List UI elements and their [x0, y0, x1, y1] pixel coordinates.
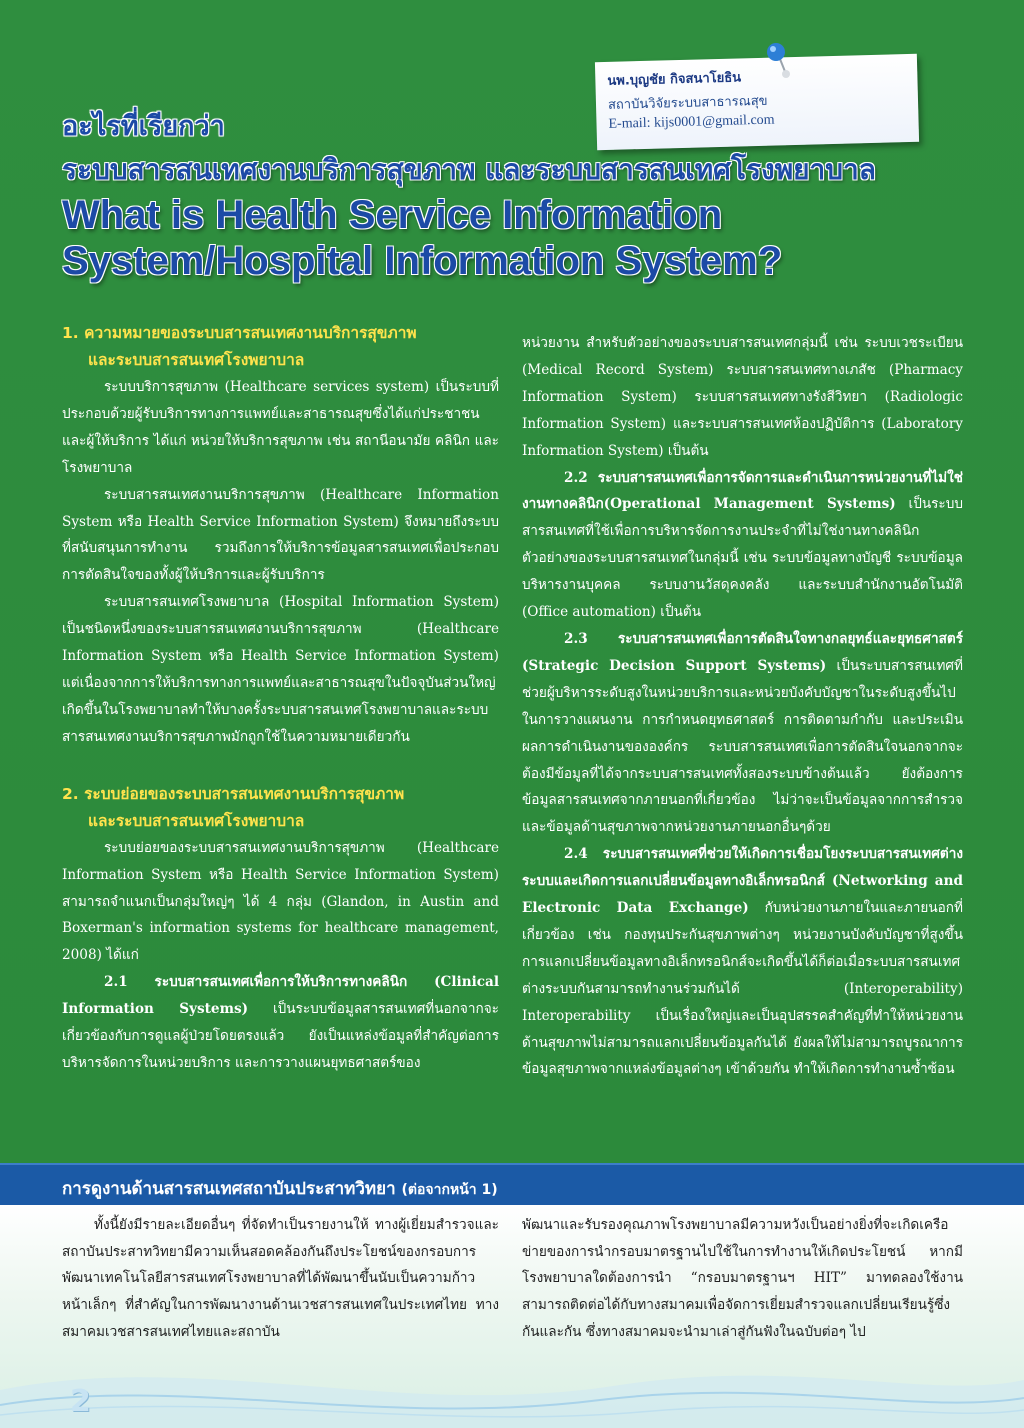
article-title	[62, 1175, 498, 1202]
paragraph	[522, 465, 963, 626]
left-column	[62, 320, 499, 1077]
headline-english	[62, 192, 962, 284]
subsection-title: 2.1 ระบบสารสนเทศเพื่อการให้บริการทางคลินิก (Clinical Information Systems)	[62, 974, 499, 1018]
headline-english-line1: What is Health Service Information	[62, 193, 723, 237]
headline-english-line2: System/Hospital Information System?	[62, 239, 783, 283]
section2-title-line1: 2. ระบบย่อยของระบบสารสนเทศงานบริการสุขภาพ	[62, 784, 405, 803]
section2-heading	[62, 781, 499, 835]
subsection-body: เป็นระบบสารสนเทศที่ช่วยผู้บริหารระดับสูงในหน่วยบริการและหน่วยบังคับบัญชาในระดับสูงขึ้นไปในการวางแผนงาน การกำหนดยุทธศาสตร์ การติดตามกำกับ และประเมินผลการดำเนินงานขององค์กร ระบบสารสนเทศเพื่อการตัดสินใจนอกจากจะต้องมีข้อมูลที่ได้จากระบบสารสนเทศทั้งสองระบบข้างต้นแล้ว ยังต้องการข้อมูลสารสนเทศจากภายนอกที่เกี่ยวข้อง ไม่ว่าจะเป็นข้อมูลจากการสำรวจ และข้อมูลด้านสุขภาพจากหน่วยงานภายนอกอื่นๆด้วย	[522, 657, 963, 836]
section1-title-line2: และระบบสารสนเทศโรงพยาบาล	[88, 351, 305, 369]
right-column	[522, 330, 963, 1083]
paragraph: ระบบบริการสุขภาพ (Healthcare services system) เป็นระบบที่ประกอบด้วยผู้รับบริการทางการแพทย์และสาธารณสุขซึ่งได้แก่ประชาชน และผู้ให้บริการ ได้แก่ หน่วยให้บริการสุขภาพ เช่น สถานีอนามัย คลินิก และโรงพยาบาล	[62, 379, 499, 476]
paragraph	[62, 969, 499, 1077]
pushpin-icon	[762, 40, 796, 80]
subsection-title: 2.2 ระบบสารสนเทศเพื่อการจัดการและดำเนินการหน่วยงานที่ไม่ใช่งานทางคลินิก(Operational Management Systems)	[522, 469, 963, 513]
page-number: 2	[70, 1384, 91, 1419]
section1-title-line1: 1. ความหมายของระบบสารสนเทศงานบริการสุขภาพ	[62, 324, 417, 342]
headline-intro: อะไรที่เรียกว่า	[62, 111, 225, 142]
subsection-body: เป็นระบบสารสนเทศที่ใช้เพื่อการบริหารจัดการงานประจำที่ไม่ใช่งานทางคลินิก ตัวอย่างของระบบสารสนเทศในกลุ่มนี้ เช่น ระบบข้อมูลทางบัญชี ระบบข้อมูลบริหารงานบุคคล ระบบงานวัสดุคงคลัง และระบบสำนักงานอัตโนมัติ (Office automation) เป็นต้น	[522, 496, 963, 621]
paragraph	[522, 626, 963, 841]
author-affiliation: สถาบันวิจัยระบบสาธารณสุข	[607, 93, 768, 113]
headline-thai: ระบบสารสนเทศงานบริการสุขภาพ และระบบสารสนเทศโรงพยาบาล	[62, 153, 876, 186]
subsection-title: 2.3 ระบบสารสนเทศเพื่อการตัดสินใจทางกลยุทธ์และยุทธศาสตร์ (Strategic Decision Support Systems)	[522, 630, 963, 674]
paragraph: ระบบสารสนเทศโรงพยาบาล (Hospital Information System) เป็นชนิดหนึ่งของระบบสารสนเทศงานบริการสุขภาพ (Healthcare Information System หรือ Health Service Information System) แต่เนื่องจากการให้บริการทางการแพทย์และสาธารณสุขในปัจจุบันส่วนใหญ่เกิดขึ้นในโรงพยาบาลทำให้บางครั้งระบบสารสนเทศโรงพยาบาลและระบบสารสนเทศงานบริการสุขภาพมักถูกใช้ในความหมายเดียวกัน	[62, 594, 499, 745]
author-note	[595, 54, 919, 150]
spacer	[62, 751, 499, 781]
section1-heading	[62, 320, 499, 374]
section2-title-line2: และระบบสารสนเทศโรงพยาบาล	[88, 811, 305, 830]
paragraph: หน่วยงาน สำหรับตัวอย่างของระบบสารสนเทศกลุ่มนี้ เช่น ระบบเวชระเบียน (Medical Record System) ระบบสารสนเทศทางเภสัช (Pharmacy Information System) ระบบสารสนเทศทางรังสีวิทยา (Radiologic Information System) และระบบสารสนเทศห้องปฏิบัติการ (Laboratory Information System) เป็นต้น	[522, 335, 963, 459]
article-title-bar	[0, 1163, 1024, 1205]
subsection-title: 2.4 ระบบสารสนเทศที่ช่วยให้เกิดการเชื่อมโยงระบบสารสนเทศต่างระบบและเกิดการแลกเปลี่ยนข้อมูลทางอิเล็กทรอนิกส์ (Networking and Electronic Data Exchange)	[522, 846, 963, 917]
subsection-body: กับหน่วยงานภายในและภายนอกที่เกี่ยวข้อง เช่น กองทุนประกันสุขภาพต่างๆ หน่วยงานบังคับบัญชาที่สูงขึ้น การแลกเปลี่ยนข้อมูลทางอิเล็กทรอนิกส์จะเกิดขึ้นได้ก็ต่อเมื่อระบบสารสนเทศต่างระบบกันสามารถทำงานร่วมกันได้ (Interoperability) Interoperability เป็นเรื่องใหญ่และเป็นอุปสรรคสำคัญที่ทำให้หน่วยงานด้านสุขภาพไม่สามารถแลกเปลี่ยนข้อมูลกันได้ ยังผลให้ไม่สามารถบูรณาการข้อมูลสุขภาพจากแหล่งข้อมูลต่างๆ เข้าด้วยกัน ทำให้เกิดการทำงานซ้ำซ้อน	[522, 900, 963, 1078]
continued-note: (ต่อจากหน้า 1)	[401, 1182, 498, 1198]
author-email: E-mail: kijs0001@gmail.com	[608, 112, 775, 132]
bottom-left-column: ทั้งนี้ยังมีรายละเอียดอื่นๆ ที่จัดทำเป็นรายงานให้ ทางผู้เยี่ยมสำรวจและสถาบันประสาทวิทยามีความเห็นสอดคล้องกันถึงประโยชน์ของกรอบการพัฒนาเทคโนโลยีสารสนเทศโรงพยาบาลที่ได้พัฒนาขึ้นนับเป็นความก้าวหน้าเล็กๆ ที่สำคัญในการพัฒนางานด้านเวชสารสนเทศในประเทศไทย ทางสมาคมเวชสารสนเทศไทยและสถาบัน	[62, 1217, 499, 1340]
article-title-text: การดูงานด้านสารสนเทศสถาบันประสาทวิทยา	[62, 1179, 396, 1199]
paragraph	[522, 841, 963, 1083]
author-name: นพ.บุญชัย กิจสนาโยธิน	[607, 70, 742, 89]
subsection-body: เป็นระบบข้อมูลสารสนเทศที่นอกจากจะเกี่ยวข้องกับการดูแลผู้ป่วยโดยตรงแล้ว ยังเป็นแหล่งข้อมูลที่สำคัญต่อการบริหารจัดการในหน่วยบริการ และการวางแผนยุทธศาสตร์ของ	[62, 1001, 499, 1071]
paragraph: ระบบย่อยของระบบสารสนเทศงานบริการสุขภาพ (Healthcare Information System หรือ Health Service Information System) สามารถจำแนกเป็นกลุ่มใหญ่ๆ ได้ 4 กลุ่ม (Glandon, in Austin and Boxerman's information systems for healthcare management, 2008) ได้แก่	[62, 839, 499, 964]
bottom-right-column: พัฒนาและรับรองคุณภาพโรงพยาบาลมีความหวังเป็นอย่างยิ่งที่จะเกิดเครือข่ายของการนำกรอบมาตรฐานไปใช้ในการทำงานให้เกิดประโยชน์ หากมีโรงพยาบาลใดต้องการนำ “กรอบมาตรฐานฯ HIT” มาทดลองใช้งานสามารถติดต่อได้กับทางสมาคมเพื่อจัดการเยี่ยมสำรวจแลกเปลี่ยนเรียนรู้ซึ่งกันและกัน ซึ่งทางสมาคมจะนำมาเล่าสู่กันฟังในฉบับต่อๆ ไป	[522, 1217, 963, 1340]
paragraph: ระบบสารสนเทศงานบริการสุขภาพ (Healthcare Information System หรือ Health Service Information System) จึงหมายถึงระบบที่สนับสนุนการทำงาน รวมถึงการให้บริการข้อมูลสารสนเทศเพื่อประกอบการตัดสินใจของทั้งผู้ให้บริการและผู้รับบริการ	[62, 486, 499, 584]
